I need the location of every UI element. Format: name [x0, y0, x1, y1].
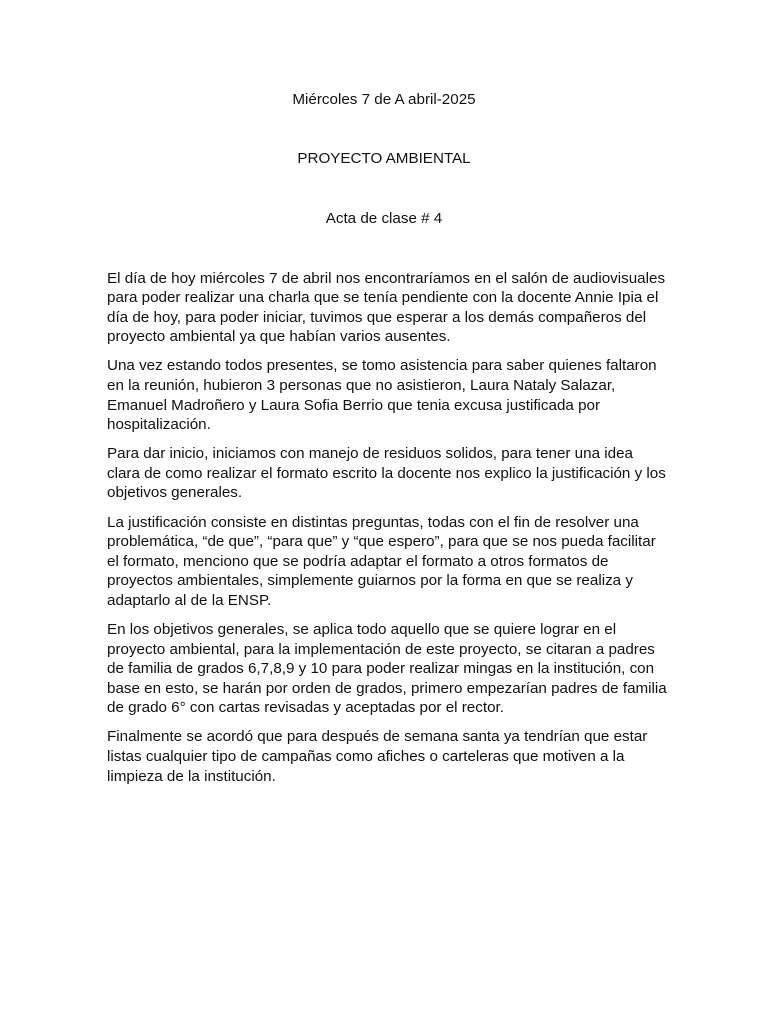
body-paragraph: Finalmente se acordó que para después de semana santa ya tendrían que estar listas cualquier tipo de campañas como afiches o carteleras que motiven a la limpieza de la institución. [107, 728, 648, 785]
body-paragraph: Para dar inicio, iniciamos con manejo de residuos solidos, para tener una idea clara de como realizar el formato escrito la docente nos explico la justificación y los objetivos generales. [107, 445, 666, 502]
body-paragraph: La justificación consiste en distintas preguntas, todas con el fin de resolver una problemática, “de que”, “para que” y “que espero”, para que se nos pueda facilitar el formato, menciono que se podría adaptar el formato a otros formatos de proyectos ambientales, simplemente guiarnos por la forma en que se realiza y adaptarlo al de la ENSP. [107, 513, 656, 609]
document-date: Miércoles 7 de A abril-2025 [292, 91, 476, 108]
document-subtitle: Acta de clase # 4 [325, 210, 443, 227]
document-title: PROYECTO AMBIENTAL [297, 150, 471, 167]
body-paragraph: En los objetivos generales, se aplica todo aquello que se quiere lograr en el proyecto ambiental, para la implementación de este proyecto, se citaran a padres de familia de grados 6,7,8,9 y 10 para poder realizar mingas en la institución, con base en esto, se harán por orden de grados, primero empezarían padres de familia de grado 6° con cartas revisadas y aceptadas por el rector. [107, 621, 667, 717]
body-paragraph: El día de hoy miércoles 7 de abril nos encontraríamos en el salón de audiovisuales para poder realizar una charla que se tenía pendiente con la docente Annie Ipia el día de hoy, para poder iniciar, tuvimos que esperar a los demás compañeros del proyecto ambiental ya que habían varios ausentes. [107, 269, 666, 346]
document-body [107, 269, 669, 796]
body-paragraph: Una vez estando todos presentes, se tomo asistencia para saber quienes faltaron en la reunión, hubieron 3 personas que no asistieron, Laura Nataly Salazar, Emanuel Madroñero y Laura Sofia Berrio que tenia excusa justificada por hospitalización. [107, 357, 657, 434]
